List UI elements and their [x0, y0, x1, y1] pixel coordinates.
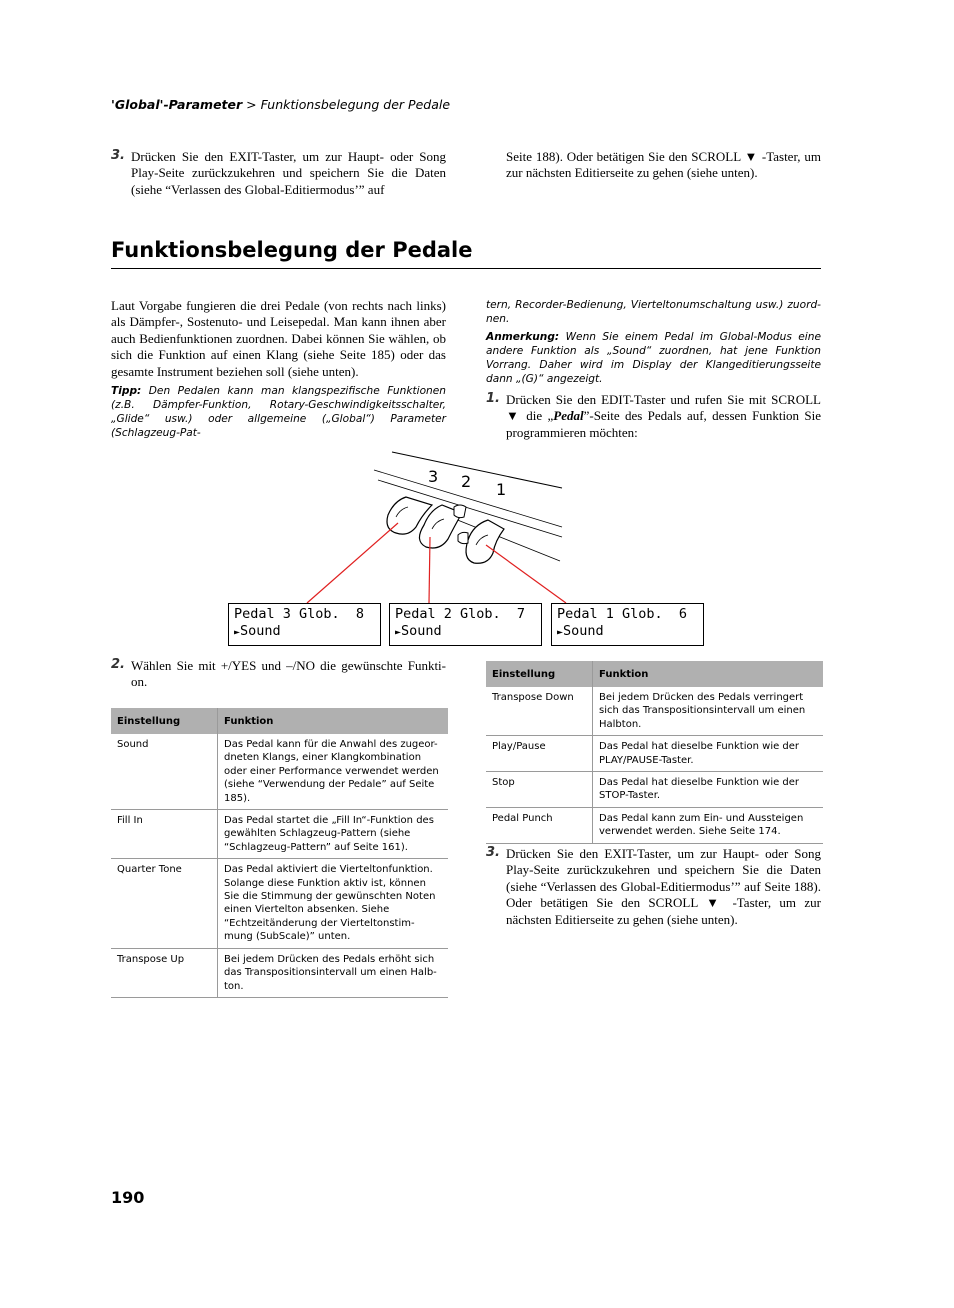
table-row — [486, 736, 823, 772]
function-cell: Das Pedal kann zum Ein- und Aussteigen verwendet werden. Siehe Seite 174. — [593, 807, 824, 843]
step1-text-em: Pedal — [553, 408, 584, 424]
setting-cell: Transpose Down — [486, 687, 593, 736]
piano-edge-line — [392, 452, 562, 488]
arrow-right-icon: ► — [234, 627, 241, 638]
top-step-number: 3. — [111, 148, 125, 163]
pedal-diagram — [290, 445, 580, 615]
lcd-line-1: Pedal 2 Glob. 7 — [395, 606, 526, 622]
step1-number: 1. — [486, 391, 500, 406]
step2-text: Wählen Sie mit +/YES und –/NO die gewünschte Funkti-on. — [131, 658, 446, 690]
function-cell: Bei jedem Drücken des Pedals verringert sich das Transpositionsintervall um einen Halbton. — [593, 687, 824, 736]
setting-cell: Transpose Up — [111, 948, 218, 997]
table-row — [486, 772, 823, 808]
top-step-text-right: Seite 188). Oder betätigen Sie den SCROLL ▼ -Taster, um zur nächsten Editierseite zu gehen (siehe unten). — [506, 149, 821, 181]
function-cell: Das Pedal hat dieselbe Funktion wie der STOP-Taster. — [593, 772, 824, 808]
pedal-1-shape — [458, 520, 504, 563]
step1-text-a: Drücken Sie den EDIT-Taster und rufen Sie mit SCROLL ▼ die „ — [506, 392, 821, 424]
table-header-row — [111, 708, 448, 734]
settings-table-left — [111, 708, 448, 998]
step3-text: Drücken Sie den EXIT-Taster, um zur Haupt- oder Song Play-Seite zurückzukehren und speichern Sie die Daten (siehe “Verlassen des Global-Editiermodus’” auf Seite 188). Oder betätigen Sie den SCROLL ▼ -Taster, um zur nächsten Editierseite zu gehen (siehe unten). — [506, 846, 821, 927]
function-cell: Das Pedal aktiviert die Vierteltonfunktion. Solange diese Funktion aktiv ist, können Sie die Stimmung der gewünschten Noten einen Viertelton absenken. Siehe “Echtzeitänderung der Vierteltonstim-mung (SubScale)” unten. — [218, 859, 449, 948]
pedal-number-3: 3 — [428, 467, 439, 486]
function-cell: Das Pedal kann für die Anwahl des zugeor-dneten Klangs, einer Klangkombination oder einer Performance verwendet werden (siehe “Verwendung der Pedale” auf Seite 185). — [218, 734, 449, 810]
lcd-line-2-text: Sound — [401, 623, 442, 639]
header-separator: > — [242, 97, 261, 112]
setting-cell: Sound — [111, 734, 218, 810]
lcd-display-pedal-2 — [389, 603, 542, 646]
lcd-line-2 — [395, 623, 442, 639]
column-header-setting: Einstellung — [486, 661, 593, 687]
section-title: Funktionsbelegung der Pedale — [111, 238, 473, 262]
pedal-number-1: 1 — [496, 480, 507, 499]
table-row — [111, 948, 448, 997]
header-section: 'Global'-Parameter — [111, 97, 243, 112]
setting-cell: Play/Pause — [486, 736, 593, 772]
setting-cell: Pedal Punch — [486, 807, 593, 843]
column-header-function: Funktion — [218, 708, 449, 734]
table-header-row — [486, 661, 823, 687]
table-row — [111, 859, 448, 948]
function-cell: Das Pedal hat dieselbe Funktion wie der PLAY/PAUSE-Taster. — [593, 736, 824, 772]
function-cell: Das Pedal startet die „Fill In“-Funktion des gewählten Schlagzeug-Pattern (siehe “Schlagzeug-Pattern” auf Seite 161). — [218, 810, 449, 859]
note-paragraph — [486, 330, 821, 386]
callout-line-pedal-3 — [307, 523, 398, 603]
top-step-text-left: Drücken Sie den EXIT-Taster, um zur Haupt- oder Song Play-Seite zurückzukehren und speichern Sie die Daten (siehe “Verlassen des Global-Editiermodus’” auf — [131, 149, 446, 197]
step2-number: 2. — [111, 657, 125, 672]
setting-cell: Stop — [486, 772, 593, 808]
lcd-display-pedal-1 — [551, 603, 704, 646]
settings-table-right — [486, 661, 823, 844]
table-row — [486, 687, 823, 736]
lcd-line-2-text: Sound — [240, 623, 281, 639]
note-text: Wenn Sie einem Pedal im Global-Modus eine andere Funktion als „Sound“ zuordnen, hat jene Funktion Vorrang. Daher wird im Display der Klangeditierungsseite dann „(G)“ angezeigt. — [486, 331, 821, 385]
title-divider — [111, 268, 821, 269]
step1-text-b: ”-Seite des Pedals auf, dessen Funktion Sie programmieren möchten: — [506, 408, 821, 440]
setting-cell: Fill In — [111, 810, 218, 859]
note-label: Anmerkung: — [486, 331, 560, 343]
function-cell: Bei jedem Drücken des Pedals erhöht sich das Transpositionsintervall um einen Halb-ton. — [218, 948, 449, 997]
tip-label: Tipp: — [111, 385, 142, 397]
lcd-line-1: Pedal 1 Glob. 6 — [557, 606, 688, 622]
table-row — [111, 734, 448, 810]
header-subsection: Funktionsbelegung der Pedale — [260, 97, 451, 112]
lcd-line-1: Pedal 3 Glob. 8 — [234, 606, 365, 622]
lcd-display-pedal-3 — [228, 603, 381, 646]
tip-text-right: tern, Recorder-Bedienung, Vierteltonumschaltung usw.) zuord-nen. — [486, 299, 821, 325]
column-header-function: Funktion — [593, 661, 824, 687]
arrow-right-icon: ► — [557, 627, 564, 638]
table-row — [486, 807, 823, 843]
table-row — [111, 810, 448, 859]
running-header — [111, 97, 450, 112]
setting-cell: Quarter Tone — [111, 859, 218, 948]
lcd-line-2-text: Sound — [563, 623, 604, 639]
tip-text-left: Den Pedalen kann man klangspezifische Funktionen (z.B. Dämpfer-Funktion, Rotary-Geschwindigkeitsschalter, „Glide“ usw.) oder allgemeine („Global“) Parameter (Schlagzeug-Pat- — [111, 385, 446, 439]
intro-paragraph: Laut Vorgabe fungieren die drei Pedale (von rechts nach links) als Dämpfer-, Sostenuto- und Leisepedal. Man kann ihnen aber auch Bedienfunktionen zuordnen. Dabei können Sie wählen, ob sich die Funktion auf einen Klang (siehe Seite 185) oder das gesamte Instrument beziehen soll (siehe unten). — [111, 298, 446, 379]
arrow-right-icon: ► — [395, 627, 402, 638]
column-header-setting: Einstellung — [111, 708, 218, 734]
step3-number: 3. — [486, 845, 500, 860]
tip-paragraph — [111, 384, 446, 440]
step1-text — [506, 392, 821, 441]
lcd-line-2 — [234, 623, 281, 639]
pedal-number-2: 2 — [461, 472, 472, 491]
callout-line-pedal-1 — [486, 545, 566, 603]
page-number: 190 — [111, 1188, 145, 1207]
lcd-line-2 — [557, 623, 604, 639]
